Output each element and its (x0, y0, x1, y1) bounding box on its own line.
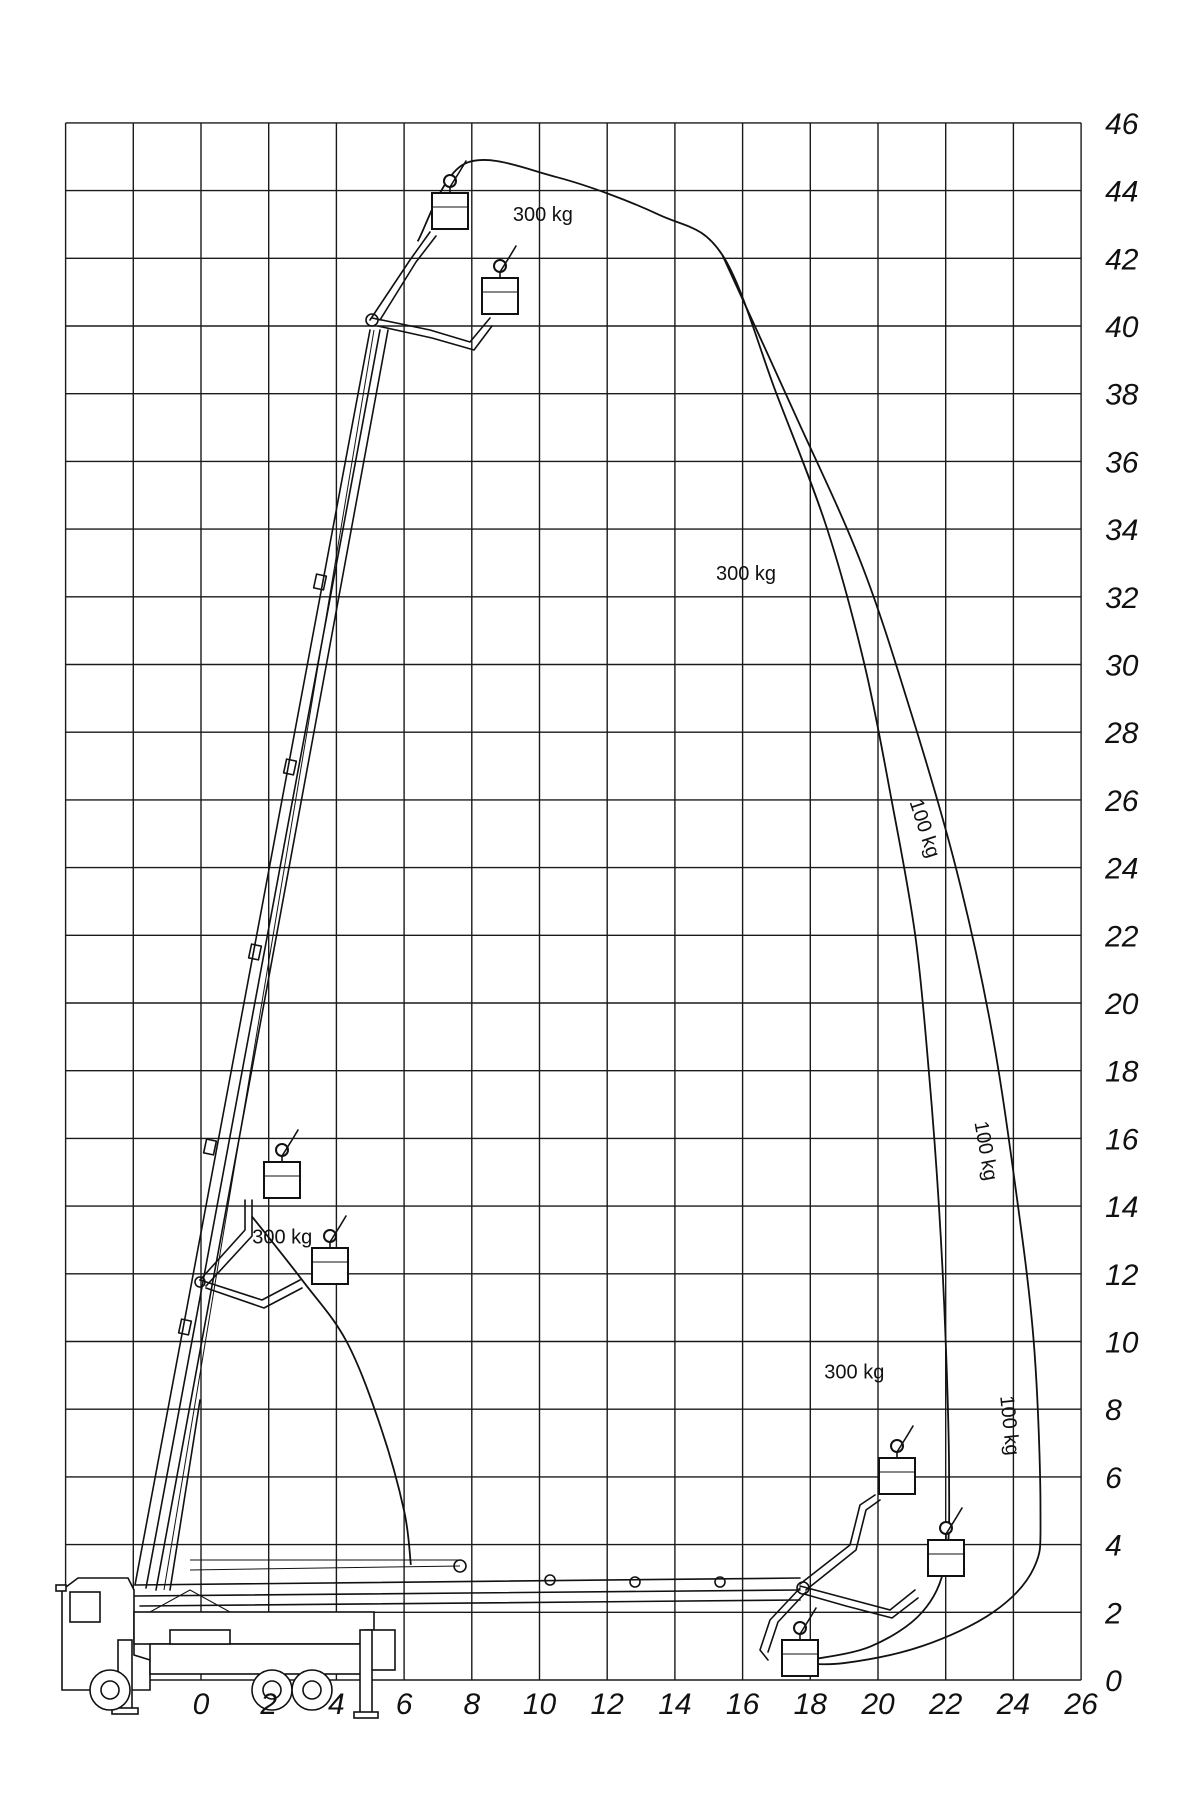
y-tick-label: 22 (1105, 920, 1139, 954)
x-tick-label: 2 (260, 1688, 278, 1721)
envelope-curve (418, 160, 950, 1661)
x-tick-label: 26 (1064, 1688, 1098, 1721)
x-tick-label: 4 (328, 1688, 345, 1721)
basket-with-operator (432, 161, 468, 229)
y-axis-ticks (1104, 108, 1139, 1698)
load-label: 300 kg (512, 204, 573, 227)
y-tick-label: 26 (1105, 784, 1139, 818)
y-tick-label: 18 (1105, 1055, 1139, 1089)
x-tick-label: 18 (793, 1688, 827, 1721)
y-tick-label: 40 (1105, 311, 1139, 344)
y-tick-label: 32 (1105, 581, 1139, 615)
y-tick-label: 20 (1105, 988, 1139, 1021)
y-tick-label: 30 (1105, 649, 1139, 683)
y-tick-label: 46 (1105, 107, 1139, 141)
x-tick-label: 14 (658, 1688, 692, 1721)
y-tick-label: 34 (1105, 514, 1139, 548)
y-tick-label: 24 (1105, 852, 1139, 886)
x-tick-label: 24 (996, 1688, 1031, 1721)
envelope-curve (722, 255, 1040, 1664)
x-tick-label: 12 (590, 1688, 624, 1721)
y-tick-label: 12 (1105, 1258, 1139, 1292)
y-tick-label: 4 (1105, 1529, 1122, 1563)
load-label: 100 kg (995, 1394, 1024, 1457)
load-label: 100 kg (904, 796, 945, 861)
x-tick-label: 8 (463, 1688, 481, 1721)
y-tick-label: 42 (1105, 243, 1139, 277)
y-tick-label: 2 (1105, 1597, 1122, 1631)
x-tick-label: 20 (861, 1688, 895, 1721)
y-tick-label: 38 (1105, 378, 1139, 412)
basket-with-operator (482, 246, 518, 314)
load-label: 300 kg (252, 1226, 313, 1249)
y-tick-label: 44 (1105, 175, 1139, 209)
basket-with-operator (312, 1216, 348, 1284)
y-tick-label: 16 (1105, 1123, 1139, 1157)
x-tick-label: 0 (192, 1688, 210, 1721)
x-tick-label: 22 (929, 1688, 963, 1721)
grid (66, 123, 1082, 1680)
x-tick-label: 6 (395, 1688, 413, 1721)
y-tick-label: 10 (1105, 1326, 1139, 1360)
load-label: 300 kg (824, 1361, 885, 1384)
y-tick-label: 6 (1105, 1461, 1122, 1495)
load-label: 300 kg (715, 562, 777, 585)
basket-with-operator (782, 1608, 818, 1676)
x-tick-label: 10 (522, 1688, 557, 1721)
basket-with-operator (879, 1426, 915, 1494)
y-tick-label: 36 (1105, 446, 1139, 480)
y-tick-label: 8 (1105, 1394, 1122, 1428)
x-tick-label: 16 (725, 1688, 760, 1721)
boom-vertical (135, 232, 492, 1590)
x-axis-ticks (193, 1688, 1098, 1721)
load-label: 100 kg (969, 1119, 1002, 1183)
y-tick-label: 28 (1105, 717, 1139, 751)
y-tick-label: 0 (1105, 1665, 1122, 1698)
y-tick-label: 14 (1105, 1191, 1139, 1225)
